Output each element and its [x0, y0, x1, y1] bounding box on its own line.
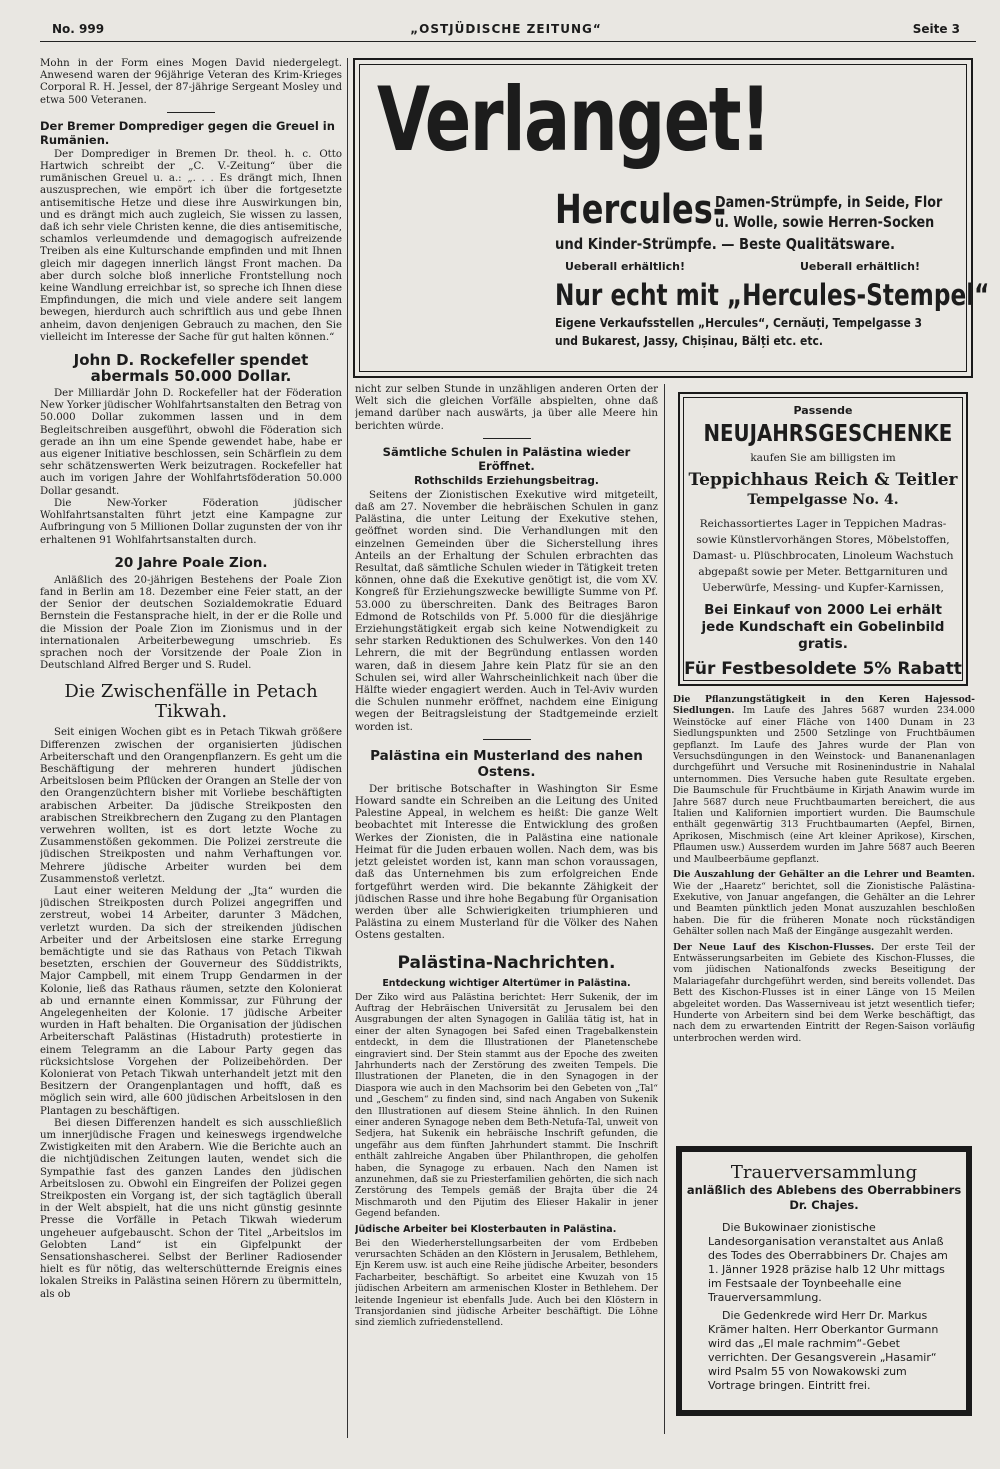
article-text-planting: Im Laufe des Jahres 5687 wurden 234.000 Weinstöcke auf einer Fläche von 1400 Dunam in 23 Siedlungspunkten und 2500 Setzlinge von Fruchtbäumen gepflanzt. Im Laufe des Jahres wurde der Plan von Versuchsdüngungen in den Weinstock- und Bananenanlagen durchgeführt und Versuche mit Rosinenindustrie in Nahalal unternommen. Dies Versuche haben gute Resultate ergeben. Die Baumschule für Fruchtbäume in Kirjath Anawim wurde im Jahre 5687 durch neue Fruchtbaumarten bereichert, die aus Italien und Kalifornien importiert wurden. Die Baumschule enthält gegenwärtig 313 Fruchtbaumarten (Aepfel, Birnen, Aprikosen, Mischmisch (eine Art kleiner Aprikose), Kirschen, Pflaumen usw.) Ausserdem wurden im Jahre 5687 auch Beeren und Maulbeerbäume gepflanzt.	[673, 705, 975, 865]
article-text-petach-1: Seit einigen Wochen gibt es in Petach Tikwah größere Differenzen zwischen der organisierten jüdischen Arbeiterschaft und den Orangenpflanzern. Es geht um die Beschäftigung der mehreren hundert jüdischen Arbeitslosen beim Pflücken der Orangen an Stelle der von den Orangenzüchtern bisher mit Vorliebe beschäftigten arabischen Arbeiter. Da jüdische Streikposten den arabischen Streikbrechern den Zugang zu den Plantagen verwehren wollten, ist es dort letzte Woche zu Zusammenstößen gekommen. Die Polizei zerstreute die jüdischen Streikposten und nahm Verhaftungen vor. Mehrere jüdische Arbeiter wurden bei dem Zusammenstoß verletzt.	[40, 727, 342, 885]
ad-hercules-shops-1: Eigene Verkaufsstellen „Hercules“, Cernăuți, Tempelgasse 3	[555, 315, 923, 330]
article-subtitle-antiquities: Entdeckung wichtiger Altertümer in Palästina.	[382, 977, 631, 989]
page-header	[52, 22, 960, 38]
ad-reich-address: Tempelgasse No. 4.	[747, 492, 899, 508]
ad-reich-discount: Für Festbesoldete 5% Rabatt	[684, 659, 962, 679]
ad-reich-shop-name: Teppichhaus Reich & Teitler	[688, 470, 958, 490]
article-title-rockefeller: John D. Rockefeller spendet abermals 50.000 Dollar.	[73, 351, 309, 386]
column-1	[40, 58, 342, 1448]
ad-hercules-available-right: Ueberall erhältlich!	[800, 260, 921, 273]
intro-paragraph: Mohn in der Form eines Mogen David niedergelegt. Anwesend waren der 96jährige Veteran des Krim-Krieges Corporal R. H. Jessel, der 87-jährige Sergeant Mosley und etwa 500 Veteranen.	[40, 58, 342, 106]
page-number: Seite 3	[912, 22, 960, 36]
ad-trauer-frame	[682, 1152, 966, 1393]
ad-hercules-shops-2: und Bukarest, Jassy, Chișinau, Bălți etc. etc.	[555, 333, 823, 348]
article-title-kischon: Der Neue Lauf des Kischon-Flusses.	[673, 941, 875, 953]
ad-reich-line-3: kaufen Sie am billigsten im	[750, 452, 896, 464]
ad-reich-assortment: Reichassortiertes Lager in Teppichen Madras- sowie Künstlervorhängen Stores, Möbelstoffen, Damast- u. Plüschbrocaten, Linoleum Wachstuch abgepaßt sowie per Meter. Bettgarnituren und Ueberwürfe, Messing- und Kupfer-Karnissen,	[692, 518, 954, 594]
ad-hercules-only-genuine: Nur echt mit „Hercules-Stempel“	[555, 278, 990, 312]
ad-trauer-headline: Trauerversammlung	[730, 1162, 918, 1183]
article-text-petach-3: Bei diesen Differenzen handelt es sich ausschließlich um innerjüdische Fragen und keineswegs irgendwelche Zwistigkeiten mit den Arabern. Wie die Berichte auch an die nichtjüdischen Zeitungen lauten, wendet sich die Sympathie fast des ganzen Landes den jüdischen Arbeitslosen zu. Obwohl ein Eingreifen der Polizei gegen Streikposten ein Vorgang ist, der sich tagtäglich überall in der Welt abspielt, hat die uns nicht günstig gesinnte Presse die Vorfälle in Petach Tikwah wiederum ungeheuer aufgebauscht. Schon der Titel „Arbeitslos im Gelobten Land“ ist ein Gipfelpunkt der Sensationshascherei. Selbst der Berliner Radiosender hielt es für nötig, das welterschütternde Ereignis eines lokalen Streiks in Palästina seinen Hörern zu übermitteln, als ob	[40, 1117, 342, 1300]
article-title-planting: Die Pflanzungstätigkeit in den Keren Hajessod-Siedlungen.	[673, 694, 975, 717]
ad-teppichhaus-reich	[678, 392, 968, 686]
ad-hercules-shops	[555, 314, 922, 350]
article-title-poale-zion: 20 Jahre Poale Zion.	[114, 554, 268, 571]
section-title-palestine-news: Palästina-Nachrichten.	[397, 952, 616, 973]
article-subtitle-workers: Jüdische Arbeiter bei Klosterbauten in Palästina.	[355, 1223, 617, 1235]
separator	[167, 112, 215, 113]
article-title-petach-tikwah: Die Zwischenfälle in Petach Tikwah.	[64, 681, 318, 723]
article-text-workers: Bei den Wiederherstellungsarbeiten der vom Erdbeben verursachten Schäden an den Klöstern in Jerusalem, Bethlehem, Ejn Kerem usw. ist auch eine Reihe jüdische Arbeiter, besonders Facharbeiter, beschäftigt. So arbeitet eine Kwuzah von 15 jüdischen Arbeitern am armenischen Kloster in Bethlehem. Der leitende Ingenieur ist ebenfalls Jude. Auch bei den Klöstern in Transjordanien sind jüdische Arbeiter beschäftigt. Die Löhne sind ziemlich zufriedenstellend.	[355, 1237, 658, 1329]
ad-trauerversammlung	[676, 1146, 972, 1416]
ad-hercules-desc-1a: Damen-Strümpfe, in Seide, Flor	[715, 193, 943, 211]
article-text-musterland: Der britische Botschafter in Washington Sir Esme Howard sandte ein Schreiben an die Leitung des United Palestine Appeal, in welchem es heißt: Die ganze Welt beobachtet mit Interesse die Entwicklung des großen Werkes der Zionisten, die in Palästina eine nationale Heimat für die Juden erbauen wollen. Nach dem, was bis jetzt geleistet worden ist, kann man schon voraussagen, daß das Unternehmen bis zum erfolgreichen Ende fortgeführt werden wird. Die bekannte Zähigkeit der jüdischen Rasse und ihre hohe Begabung für Organisation werden über alle Schwierigkeiten triumphieren und Palästina zu einem Musterland für die Völker des Nahen Ostens gestalten.	[355, 783, 658, 942]
article-text-rockefeller-1: Der Milliardär John D. Rockefeller hat der Föderation New Yorker jüdischer Wohlfahrtsanstalten den Betrag von 50.000 Dollar zukommen lassen und in dem Begleitschreiben ausgeführt, obwohl die Föderation sich gerade an ihn um eine Spende gewendet habe, habe er aus eigener Initiative beschlossen, sein Schärflein zu dem sehr schätzenswerten Werk beizutragen. Rockefeller hat auch im vorigen Jahre der Wohlfahrtsföderation 50.000 Dollar gesandt.	[40, 388, 342, 497]
article-text-bremen: Der Domprediger in Bremen Dr. theol. h. c. Otto Hartwich schreibt der „C. V.-Zeitung“ über die rumänischen Greuel u. a.: „. . . Es drängt mich, Ihnen auszusprechen, wie empört ich über die fortgesetzte antisemitische Hetze und diese ihre Auswirkungen bin, und es drängt mich auch zugleich, Sie wissen zu lassen, daß ich sehr viele Christen kenne, die dies antisemitische, schamlos verleumdende und demagogisch aufreizende Treiben als eine Kulturschande empfinden und mit Ihnen gleich mir dagegen innerlich längst Front machen. Da aber durch solche bloß innerliche Frontstellung noch keine Wandlung erreichbar ist, so spreche ich Ihnen diese Empfindungen, die mich und viele andere seit langem bewegen, hierdurch auch schriftlich aus und gebe Ihnen anheim, davon denjenigen Gebrauch zu machen, den Sie vielleicht im Interesse der Sache für gut halten können.“	[40, 148, 342, 343]
issue-number: No. 999	[52, 22, 105, 36]
ad-reich-offer: Bei Einkauf von 2000 Lei erhält jede Kundschaft ein Gobelinbild gratis.	[701, 602, 945, 652]
column-3	[673, 694, 975, 1136]
article-text-petach-2: Laut einer weiteren Meldung der „Jta“ wurden die jüdischen Streikposten durch Polizei angegriffen und zerstreut, wobei 14 Arbeiter, darunter 3 Mädchen, verletzt wurden. Da sich der streikenden jüdischen Arbeiter und der Arbeitslosen eine starke Erregung bemächtigte und sie das Rathaus von Petach Tikwah besetzten, erschien der Gouverneur des Süddistrikts, Major Campbell, mit einem Trupp Gendarmen in der Kolonie, ließ das Rathaus räumen, setzte den Kolonierat ab und ernannte einen Kommissar, zur Führung der Angelegenheiten der Kolonie. 17 jüdische Arbeiter wurden in Haft behalten. Die Organisation der jüdischen Arbeiterschaft Palästinas (Histadruth) protestierte in einem Telegramm an die Labour Party gegen das rücksichtslose Vorgehen der Polizeibehörden. Der Kolonierat von Petach Tikwah unterhandelt jetzt mit den Besitzern der Orangenplantagen und hofft, daß es möglich sein wird, alle 600 jüdischen Arbeitslosen in den Plantagen zu beschäftigen.	[40, 885, 342, 1117]
separator	[483, 438, 531, 439]
article-salaries	[673, 869, 975, 937]
article-title-salaries: Die Auszahlung der Gehälter an die Lehrer und Beamten.	[673, 869, 975, 881]
article-text-rockefeller-2: Die New-Yorker Föderation jüdischer Wohlfahrtsanstalten führt jetzt eine Kampagne zur Aufbringung von 5 Millionen Dollar zugunsten der von ihr erhaltenen 91 Wohlfahrtsanstalten durch.	[40, 497, 342, 546]
header-rule	[40, 41, 976, 42]
article-text-kischon: Der erste Teil der Entwässerungsarbeiten im Gebiete des Kischon-Flusses, die vom jüdischen Nationalfonds zwecks Beseitigung der Malariagefahr durchgeführt werden, sind bereits vollendet. Das Bett des Kischon-Flusses ist in einer Länge von 15 Meilen abgeleitet worden. Das Wasserniveau ist jetzt wesentlich tiefer; Hunderte von Arbeitern sind bei dem Werke beschäftigt, das nach dem zu erwartenden Eintritt der Regen-Saison vorläufig unterbrochen werden wird.	[673, 941, 975, 1044]
ad-trauer-text-2: Die Gedenkrede wird Herr Dr. Markus Krämer halten. Herr Oberkantor Gurmann wird das „El male rachmim“-Gebet verrichten. Der Gesangsverein „Hasamir“ wird Psalm 55 von Nowakowski zum Vortrage bringen. Eintritt frei.	[708, 1309, 939, 1392]
column-divider	[664, 384, 665, 1434]
column-2	[355, 384, 658, 1444]
ad-reich-headline: NEUJAHRSGESCHENKE	[703, 421, 953, 447]
continued-paragraph: nicht zur selben Stunde in unzähligen anderen Orten der Welt sich die gleichen Vorfälle abspielten, ohne daß jemand darüber nach auswärts, ja über alle Meere hin berichten würde.	[355, 384, 658, 432]
ad-hercules	[353, 58, 990, 378]
ad-hercules-desc-1b: u. Wolle, sowie Herren-Socken	[715, 213, 935, 231]
separator	[483, 739, 531, 740]
article-text-salaries: Wie der „Haaretz“ berichtet, soll die Zionistische Palästina-Exekutive, von Januar angefangen, die Gehälter an die Lehrer und Beamten pünktlich jeden Monat auszuzahlen beschloßen haben. Die für die früheren Monate noch rückständigen Gehälter sollen nach Maß der Eingänge ausgezahlt werden.	[673, 880, 975, 938]
article-text-antiquities: Der Ziko wird aus Palästina berichtet: Herr Sukenik, der im Auftrag der Hebräischen Universität zu Jerusalem bei den Ausgrabungen der alten Synagogen in Galiläa tätig ist, hat in einer der alten Synagogen bei Safed einen Tragebalkenstein entdeckt, in dem die Illustrationen der Planetenschebe eingraviert sind. Der Stein stammt aus der Epoche des zweiten Jahrhunderts nach der Zerstörung des zweiten Tempels. Die Illustrationen der Planeten, die in den Synagogen in der Diaspora wie auch in den Machsorim bei den Gebeten von „Tal“ und „Geschem“ zu finden sind, sind nach Angaben von Sukenik den Illustrationen auf diesem Steine ähnlich. In den Ruinen einer anderen Synagoge neben dem Beth-Netufa-Tal, unweit von Sedjera, hat Sukenik ein hebräische Inschrift gefunden, die ungefähr aus dem fünften Jahrhundert stammt. Die Inschrift enthält zahlreiche Angaben über Philanthropen, die geholfen haben, die Synagoge zu erbauen. Nach den Namen ist anzunehmen, daß sie zu Priesterfamilien gehörten, die sich nach Zerstörung des Tempels gemäß der Brajta über die 24 Mischmaroth und den Pijutim des Elieser Hakalir in jener Gegend befanden.	[355, 991, 658, 1220]
newspaper-title: „OSTJÜDISCHE ZEITUNG“	[410, 22, 602, 36]
ad-trauer-text-1: Die Bukowinaer zionistische Landesorganisation veranstaltet aus Anlaß des Todes des Oberrabbiners Dr. Chajes am 1. Jänner 1928 präzise halb 12 Uhr mittags im Festsaale der Toynbeehalle eine Trauerversammlung.	[708, 1221, 948, 1304]
ad-hercules-headline: Verlanget!	[377, 68, 770, 171]
article-title-schools: Sämtliche Schulen in Palästina wieder Eröffnet.	[382, 444, 631, 473]
article-text-poale-zion: Anläßlich des 20-jährigen Bestehens der Poale Zion fand in Berlin am 18. Dezember eine Feier statt, an der der Senior der deutschen Sozialdemokratie Eduard Bernstein die Festansprache hielt, in der er die Rolle und die Mission der Poale Zion im Zionismus und in der internationalen Arbeiterbewegung umschrieb. Es sprachen noch der Vorsitzende der Poale Zion in Deutschland Alfred Berger und S. Rudel.	[40, 574, 342, 672]
ad-reich-frame	[683, 397, 963, 681]
ad-hercules-desc-2: und Kinder-Strümpfe. — Beste Qualitätsware.	[555, 235, 896, 253]
article-title-musterland: Palästina ein Musterland des nahen Ostens.	[370, 747, 643, 780]
column-divider	[347, 58, 348, 1438]
ad-hercules-desc-1	[715, 192, 942, 232]
article-subtitle-schools: Rothschilds Erziehungsbeitrag.	[414, 474, 599, 487]
ad-trauer-subtitle: anläßlich des Ablebens des Oberrabbiners Dr. Chajes.	[686, 1183, 962, 1212]
ad-reich-line-1: Passende	[793, 404, 853, 417]
article-kischon	[673, 942, 975, 1045]
article-title-bremen: Der Bremer Domprediger gegen die Greuel in Rumänien.	[40, 118, 335, 147]
ad-hercules-available-left: Ueberall erhältlich!	[565, 260, 686, 273]
article-text-schools: Seitens der Zionistischen Exekutive wird mitgeteilt, daß am 27. November die hebräischen Schulen in ganz Palästina, die unter Leitung der Exekutive stehen, geöffnet worden sind. Die Verhandlungen mit den einzelnen Gemeinden über die Sicherstellung ihres Anteils an der Erhaltung der Schulen erbrachten das Resultat, daß sämtliche Schulen wieder in Tätigkeit treten können, ohne daß die Exekutive genötigt ist, die vom XV. Kongreß für Erziehungszwecke bewilligte Summe von Pf. 53.000 zu überschreiten. Dank des Beitrages Baron Edmond de Rotschilds von Pf. 5.000 für die diesjährige Erziehungstätigkeit ergab sich keine Notwendigkeit zu sehr starken Reduktionen des Schulwerkes. Von den 140 Lehrern, die mit der Begründung entlassen worden waren, daß in diesem Jahre kein Platz für sie an den Schulen sei, wird aller Wahrscheinlichkeit nach über die Hälfte wieder engagiert werden. Auch in Tel-Aviv wurden die Schulen nunmehr eröffnet, nachdem eine Einigung wegen der Beitragsleistung der Stadtgemeinde erzielt worden ist.	[355, 489, 658, 733]
ad-hercules-brand: Hercules-	[555, 187, 727, 233]
article-planting	[673, 694, 975, 865]
